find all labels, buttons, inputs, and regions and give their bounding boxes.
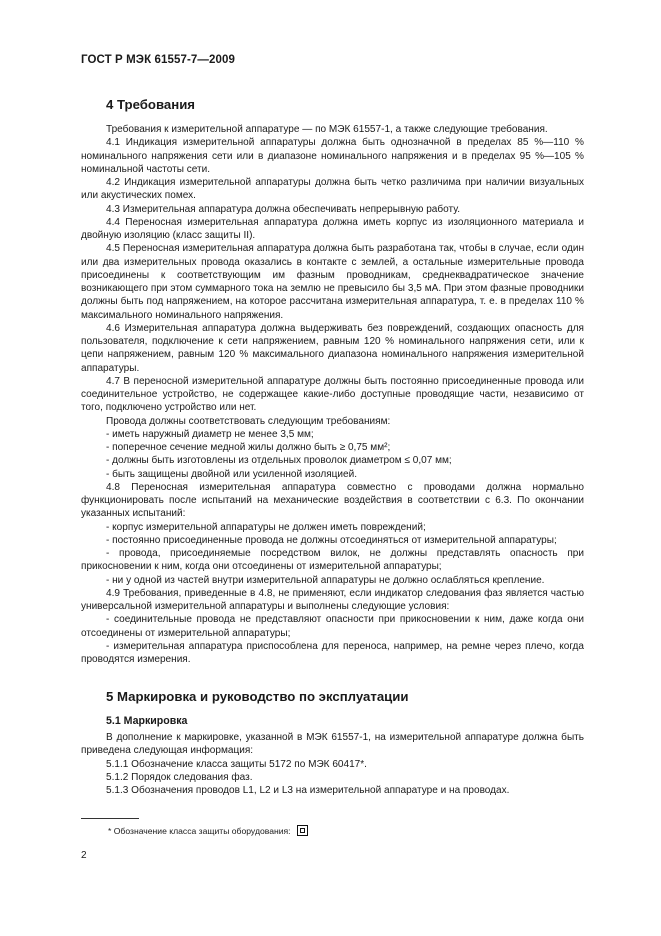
clause-4-8: 4.8 Переносная измерительная аппаратура совместно с проводами должна нормально функционировать после испытаний на механические воздействия в соответствии с 6.3. По окончании указанных испытаний: [81,481,584,520]
list-item: - ни у одной из частей внутри измерительной аппаратуры не должно ослабляться крепление. [106,574,545,586]
document-header: ГОСТ Р МЭК 61557-7—2009 [81,54,235,66]
clause-4-5: 4.5 Переносная измерительная аппаратура должна быть разработана так, чтобы в случае, если один или два измерительных провода оказались в контакте с землей, а остальные измерительные провода присоединены к соответствующим им фазным проводникам, среднеквадратическое значение возникающего при этом суммарного тока на землю не превысило бы 3,5 мА. При этом фазные проводники должны быть под напряжением, на которое рассчитана измерительная аппаратура, т. е. в пределах 110 % максимального номинального напряжения. [81,243,584,321]
subsection-5-1-title: 5.1 Маркировка [106,715,188,727]
list-item: - поперечное сечение медной жилы должно быть ≥ 0,75 мм²; [106,442,391,453]
section-5-title: 5 Маркировка и руководство по эксплуатации [106,689,409,704]
clause-4-3: 4.3 Измерительная аппаратура должна обеспечивать непрерывную работу. [106,203,461,215]
clause-4-9: 4.9 Требования, приведенные в 4.8, не применяют, если индикатор следования фаз является частью универсальной измерительной аппаратуры и выполнены следующие условия: [81,587,584,612]
section-4-body [81,123,584,666]
list-item: - быть защищены двойной или усиленной изоляцией. [106,468,358,480]
footnote-text: * Обозначение класса защиты оборудования: [108,825,291,836]
clause-4-1: 4.1 Индикация измерительной аппаратуры должна быть однозначной в пределах 85 %—110 % номинального напряжения сети или в диапазоне номинального напряжения и в пределах 95 %—105 % номинальной частоты сети. [81,137,584,175]
clause-5-1-2: 5.1.2 Порядок следования фаз. [106,771,253,783]
clause-4-2: 4.2 Индикация измерительной аппаратуры должна быть четко различима при наличии визуальных или акустических помех. [81,177,584,202]
section-5-intro: В дополнение к маркировке, указанной в МЭК 61557-1, на измерительной аппаратуре должна быть приведена следующая информация: [81,732,584,757]
double-insulation-icon [297,825,308,836]
list-item: - должны быть изготовлены из отдельных проволок диаметром ≤ 0,07 мм; [106,455,452,467]
list-item: - измерительная аппаратура приспособлена для переноса, например, на ремне через плечо, когда проводятся измерения. [81,640,584,665]
wires-intro: Провода должны соответствовать следующим требованиям: [106,415,391,427]
list-item: - соединительные провода не представляют опасности при прикосновении к ним, даже когда они отсоединены от измерительной аппаратуры; [81,614,584,639]
list-item: - корпус измерительной аппаратуры не должен иметь повреждений; [106,521,426,533]
list-item: - провода, присоединяемые посредством вилок, не должны представлять опасность при прикосновении к ним, когда они отсоединены от измерительной аппаратуры; [81,548,584,573]
page-number: 2 [81,850,87,861]
list-item: - постоянно присоединенные провода не должны отсоединяться от измерительной аппаратуры; [106,534,557,546]
footnote-divider [81,818,139,819]
clause-4-6: 4.6 Измерительная аппаратура должна выдерживать без повреждений, создающих опасность для пользователя, подключение к сети напряжением, равным 120 % номинального напряжения сети, или к цепи напряжением, равным 120 % максимального диапазона номинального напряжения измерительной аппаратуры. [81,322,584,374]
footnote [108,825,308,836]
clause-5-1-1: 5.1.1 Обозначение класса защиты 5172 по МЭК 60417*. [106,758,367,770]
clause-4-7: 4.7 В переносной измерительной аппаратуре должны быть постоянно присоединенные провода или соединительное устройство, не содержащее какие-либо доступные проводящие части, независимо от того, подключено устройство или нет. [81,375,584,414]
section-4-title: 4 Требования [106,97,196,112]
section-4-intro: Требования к измерительной аппаратуре — по МЭК 61557-1, а также следующие требования. [106,124,548,135]
list-item: - иметь наружный диаметр не менее 3,5 мм; [106,428,314,440]
clause-4-4: 4.4 Переносная измерительная аппаратура должна иметь корпус из изоляционного материала и двойную изоляцию (класс защиты II). [81,216,584,241]
clause-5-1-3: 5.1.3 Обозначения проводов L1, L2 и L3 на измерительной аппаратуре и на проводах. [106,785,510,796]
section-5-body [81,731,584,797]
